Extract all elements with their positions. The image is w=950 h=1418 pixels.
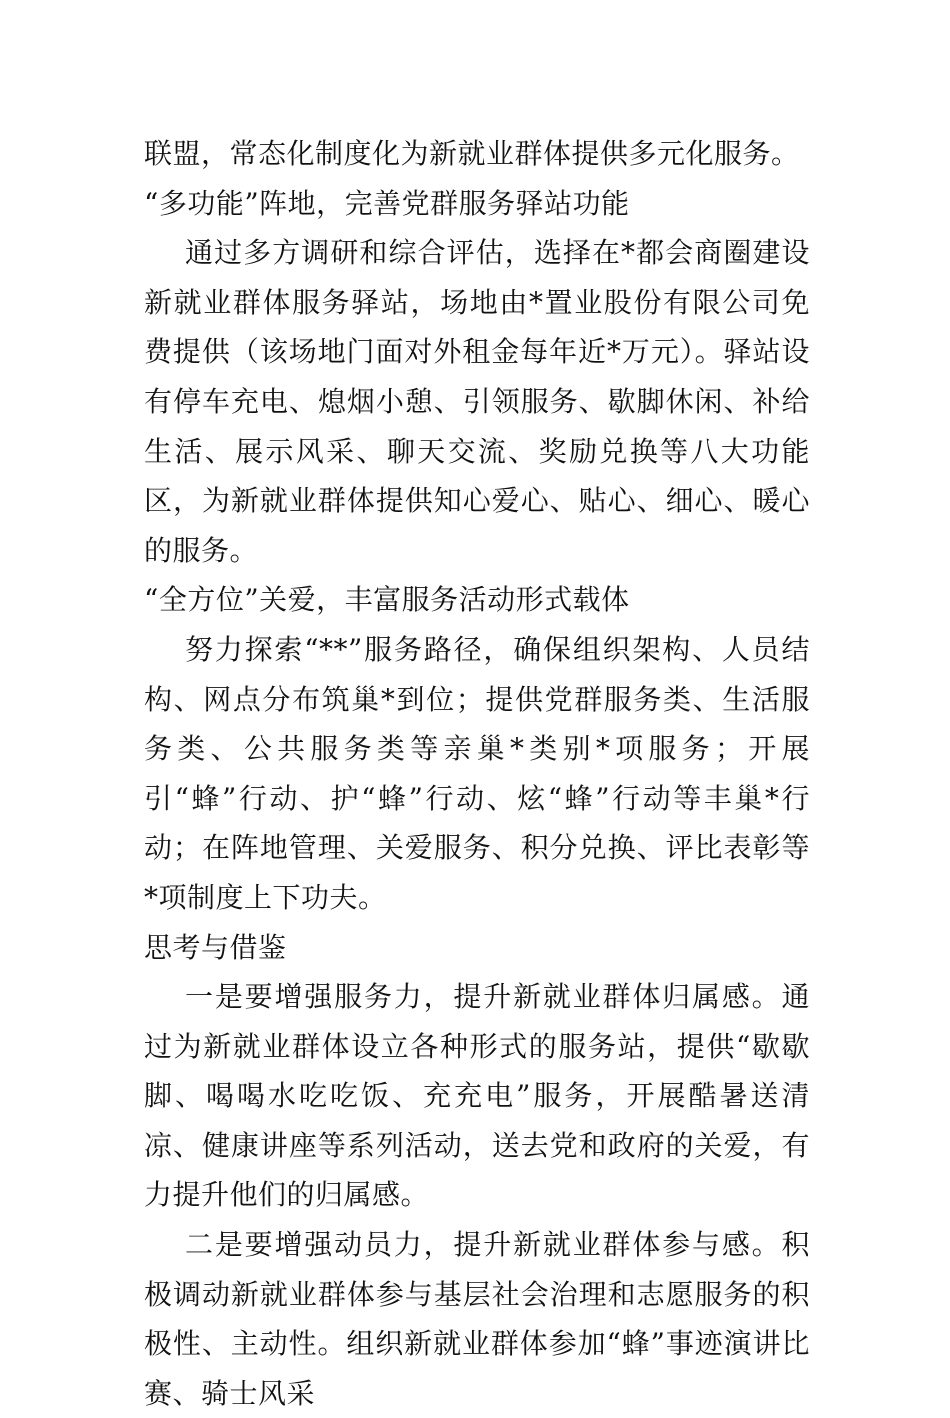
document-body	[144, 129, 810, 1418]
section-heading-all-round-care: “全方位”关爱，丰富服务活动形式载体	[144, 583, 630, 617]
paragraph-mobilization: 二是要增强动员力，提升新就业群体参与感。积极调动新就业群体参与基层社会治理和志愿服务的积极性、主动性。组织新就业群体参加“蜂”事迹演讲比赛、骑士风采	[144, 1228, 810, 1410]
paragraph-service-capacity: 一是要增强服务力，提升新就业群体归属感。通过为新就业群体设立各种形式的服务站，提供“歇歇脚、喝喝水吃吃饭、充充电”服务，开展酷暑送清凉、健康讲座等系列活动，送去党和政府的关爱，有力提升他们的归属感。	[144, 980, 810, 1212]
section-heading-reflection: 思考与借鉴	[144, 930, 287, 964]
paragraph-continuation: 联盟，常态化制度化为新就业群体提供多元化服务。	[144, 137, 800, 170]
section-heading-multifunction: “多功能”阵地，完善党群服务驿站功能	[144, 186, 630, 220]
paragraph-station: 通过多方调研和综合评估，选择在*都会商圈建设新就业群体服务驿站，场地由*置业股份有限公司免费提供（该场地门面对外租金每年近*万元）。驿站设有停车充电、熄烟小憩、引领服务、歇脚休闲、补给生活、展示风采、聊天交流、奖励兑换等八大功能区，为新就业群体提供知心爱心、贴心、细心、暖心的服务。	[144, 236, 810, 567]
paragraph-service-path: 努力探索“**”服务路径，确保组织架构、人员结构、网点分布筑巢*到位；提供党群服务类、生活服务类、公共服务类等亲巢*类别*项服务；开展引“蜂”行动、护“蜂”行动、炫“蜂”行动等丰巢*行动；在阵地管理、关爱服务、积分兑换、评比表彰等*项制度上下功夫。	[144, 632, 810, 914]
